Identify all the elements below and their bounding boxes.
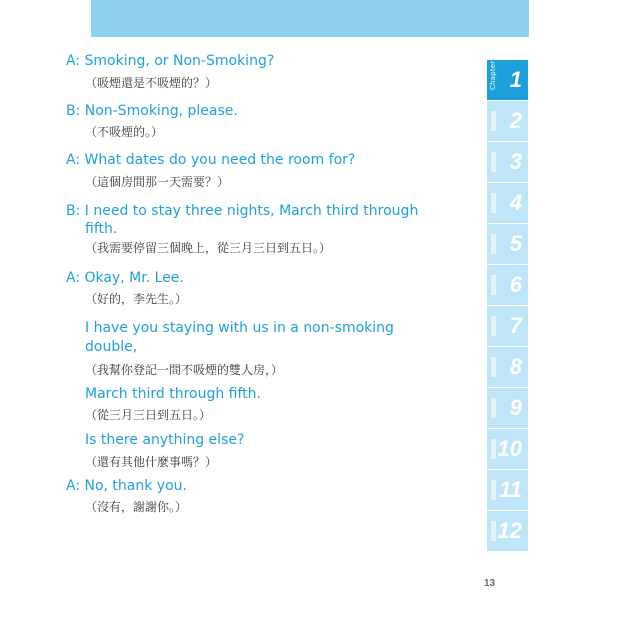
dialog-line-english: B: Non-Smoking, please. bbox=[66, 103, 238, 119]
dialog-line-chinese: （沒有，謝謝你。） bbox=[85, 500, 188, 514]
chapter-tab-2[interactable] bbox=[487, 101, 528, 142]
chapter-number: 5 bbox=[509, 231, 522, 256]
chapter-tab-9[interactable] bbox=[487, 388, 528, 429]
chapter-tab-5[interactable] bbox=[487, 224, 528, 265]
chapter-number: 12 bbox=[497, 518, 522, 543]
chapter-tab-3[interactable] bbox=[487, 142, 528, 183]
chapter-label-mark bbox=[491, 111, 496, 131]
dialog-line-english: A: Smoking, or Non-Smoking? bbox=[66, 53, 275, 69]
dialog-line-chinese: （從三月三日到五日。） bbox=[85, 408, 212, 422]
chapter-label: Chapter bbox=[489, 60, 497, 90]
chapter-tab-10[interactable] bbox=[487, 429, 528, 470]
page-number: 13 bbox=[484, 578, 496, 589]
dialog-line-chinese: （吸煙還是不吸煙的？） bbox=[85, 76, 218, 90]
chapter-number: 2 bbox=[509, 108, 522, 133]
chapter-tab-11[interactable] bbox=[487, 470, 528, 511]
chapter-number: 3 bbox=[509, 149, 522, 174]
dialog-line-english: Is there anything else? bbox=[85, 432, 245, 448]
chapter-tab-4[interactable] bbox=[487, 183, 528, 224]
chapter-label-mark bbox=[491, 480, 496, 500]
chapter-label-mark bbox=[491, 439, 496, 459]
chapter-number: 11 bbox=[499, 477, 522, 502]
dialog-line-english: double, bbox=[85, 339, 138, 355]
chapter-label-mark bbox=[491, 275, 496, 295]
dialog-line-chinese: （我需要停留三個晚上，從三月三日到五日。） bbox=[85, 241, 332, 255]
chapter-number: 6 bbox=[509, 272, 522, 297]
chapter-tab-12[interactable] bbox=[487, 511, 528, 552]
dialog-line-english: fifth. bbox=[85, 221, 118, 237]
dialog-line-chinese: （好的，李先生。） bbox=[85, 292, 188, 306]
chapter-tab-1[interactable] bbox=[487, 60, 528, 101]
chapter-number: 8 bbox=[509, 354, 522, 379]
chapter-number: 4 bbox=[509, 190, 522, 215]
dialog-line-chinese: （我幫你登記一間不吸煙的雙人房，） bbox=[85, 363, 284, 377]
dialog-line-chinese: （這個房間那一天需要？） bbox=[85, 175, 230, 189]
chapter-label-mark bbox=[491, 234, 496, 254]
dialog-line-english: A: Okay, Mr. Lee. bbox=[66, 270, 184, 286]
book-page bbox=[91, 0, 529, 620]
chapter-label-mark bbox=[491, 357, 496, 377]
chapter-number: 7 bbox=[509, 313, 522, 338]
chapter-label-mark bbox=[491, 398, 496, 418]
dialog-line-chinese: （還有其他什麼事嗎？） bbox=[85, 455, 218, 469]
dialog-line-english: A: No, thank you. bbox=[66, 478, 187, 494]
chapter-tab-8[interactable] bbox=[487, 347, 528, 388]
dialog-line-english: B: I need to stay three nights, March third through bbox=[66, 203, 419, 219]
chapter-number: 10 bbox=[497, 436, 522, 461]
header-band bbox=[91, 0, 529, 37]
dialog-line-english: A: What dates do you need the room for? bbox=[66, 152, 356, 168]
dialog-line-chinese: （不吸煙的。） bbox=[85, 125, 164, 139]
chapter-label-mark bbox=[491, 152, 496, 172]
dialog-line-english: I have you staying with us in a non-smoking bbox=[85, 320, 394, 336]
chapter-label-mark bbox=[491, 521, 496, 541]
chapter-label-mark bbox=[491, 193, 496, 213]
chapter-tab-7[interactable] bbox=[487, 306, 528, 347]
chapter-number: 1 bbox=[509, 67, 522, 92]
chapter-label-mark bbox=[491, 316, 496, 336]
chapter-tab-6[interactable] bbox=[487, 265, 528, 306]
dialog-line-english: March third through fifth. bbox=[85, 386, 261, 402]
chapter-number: 9 bbox=[509, 395, 522, 420]
